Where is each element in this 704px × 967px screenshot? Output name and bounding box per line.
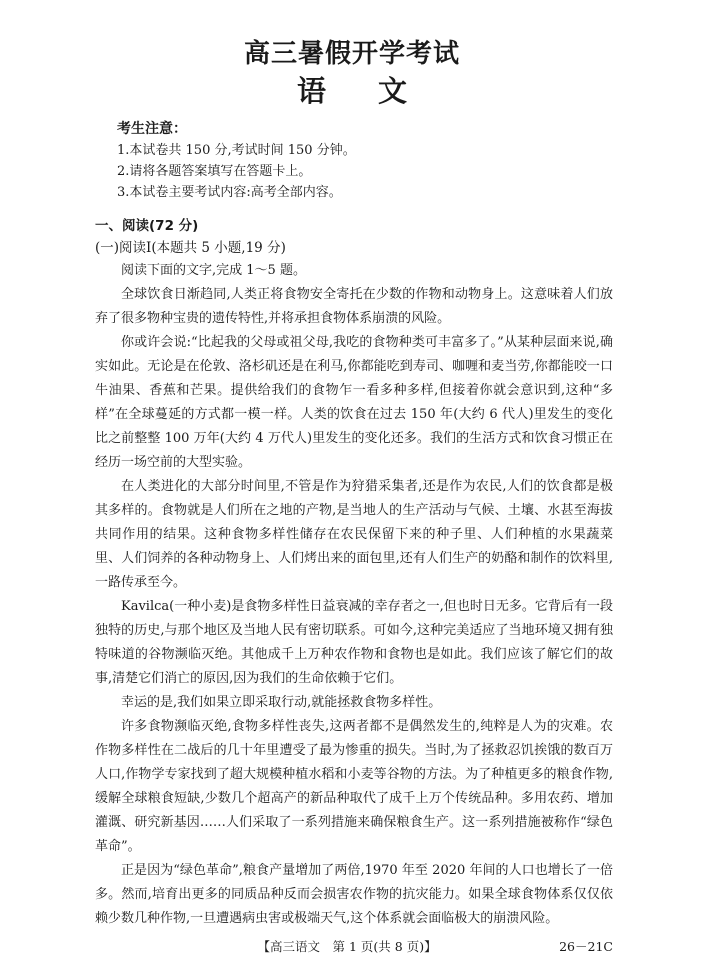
exam-title: 高三暑假开学考试 (243, 39, 460, 69)
paragraph: 你或许会说:“比起我的父母或祖父母,我吃的食物种类可丰富多了。”从某种层面来说,确实如此。无论是在伦敦、洛杉矶还是在利马,你都能吃到寿司、咖喱和麦当劳,你都能咬一口牛油果、香蕉和芒果。提供给我们的食物乍一看多种多样,但接着你就会意识到,这种“多样”在全球蔓延的方式都一模一样。人类的饮食在过去 150 年(大约 6 代人)里发生的变化比之前整整 100 万年(大约 4 万代人)里发生的变化还多。我们的生活方式和饮食习惯正在经历一场空前的大型实验。 (95, 334, 613, 470)
subject-title: 语文 (296, 73, 459, 108)
paragraph: 许多食物濒临灭绝,食物多样性丧失,这两者都不是偶然发生的,纯粹是人为的灾难。农作物多样性在二战后的几十年里遭受了最为惨重的损失。当时,为了拯救忍饥挨饿的数百万人口,作物学专家找到了超大规模种植水稻和小麦等谷物的方法。为了种植更多的粮食作物,缓解全球粮食短缺,少数几个超高产的新品种取代了成千上万个传统品种。多用农药、增加灌溉、研究新基因……人们采取了一系列措施来确保粮食生产。这一系列措施被称作“绿色革命”。 (95, 718, 613, 854)
notice-item: 3.本试卷主要考试内容:高考全部内容。 (117, 184, 342, 200)
notice-item: 2.请将各题答案填写在答题卡上。 (117, 163, 312, 179)
reading-passage (95, 259, 613, 931)
notice-item: 1.本试卷共 150 分,考试时间 150 分钟。 (117, 142, 356, 158)
footer-row (95, 937, 613, 957)
section-heading: 一、阅读(72 分) (95, 217, 199, 234)
candidate-notice (117, 119, 704, 203)
paper-code: 26－21C (559, 938, 613, 954)
notice-heading: 考生注意： (117, 120, 187, 137)
paragraph: 幸运的是,我们如果立即采取行动,就能拯救食物多样性。 (121, 694, 442, 710)
paragraph: 正是因为“绿色革命”,粮食产量增加了两倍,1970 年至 2020 年间的人口也增长了一倍多。然而,培育出更多的同质品种反而会损害农作物的抗灾能力。如果全球食物体系仅仅依赖少数几种作物,一旦遭遇病虫害或极端天气,这个体系就会面临极大的崩溃风险。 (95, 862, 613, 926)
paragraph: Kavilca(一种小麦)是食物多样性日益衰减的幸存者之一,但也时日无多。它背后有一段独特的历史,与那个地区及当地人民有密切联系。可如今,这种完美适应了当地环境又拥有独特味道的谷物濒临灭绝。其他成千上万种农作物和食物也是如此。我们应该了解它们的故事,清楚它们消亡的原因,因为我们的生命依赖于它们。 (95, 598, 613, 686)
paragraph: 全球饮食日渐趋同,人类正将食物安全寄托在少数的作物和动物身上。这意味着人们放弃了很多物种宝贵的遗传特性,并将承担食物体系崩溃的风险。 (95, 286, 613, 326)
subsection-heading: (一)阅读Ⅰ(本题共 5 小题,19 分) (95, 239, 286, 256)
page-footer: 【高三语文 第 1 页(共 8 页)】 (257, 938, 437, 954)
paragraph: 在人类进化的大部分时间里,不管是作为狩猎采集者,还是作为农民,人们的饮食都是极其多样的。食物就是人们所在之地的产物,是当地人的生产活动与气候、土壤、水甚至海拔共同作用的结果。这种食物多样性储存在农民保留下来的种子里、人们种植的水果蔬菜里、人们饲养的各种动物身上、人们烤出来的面包里,还有人们生产的奶酪和制作的饮料里,一路传承至今。 (95, 478, 613, 590)
instruction: 阅读下面的文字,完成 1～5 题。 (121, 262, 306, 278)
